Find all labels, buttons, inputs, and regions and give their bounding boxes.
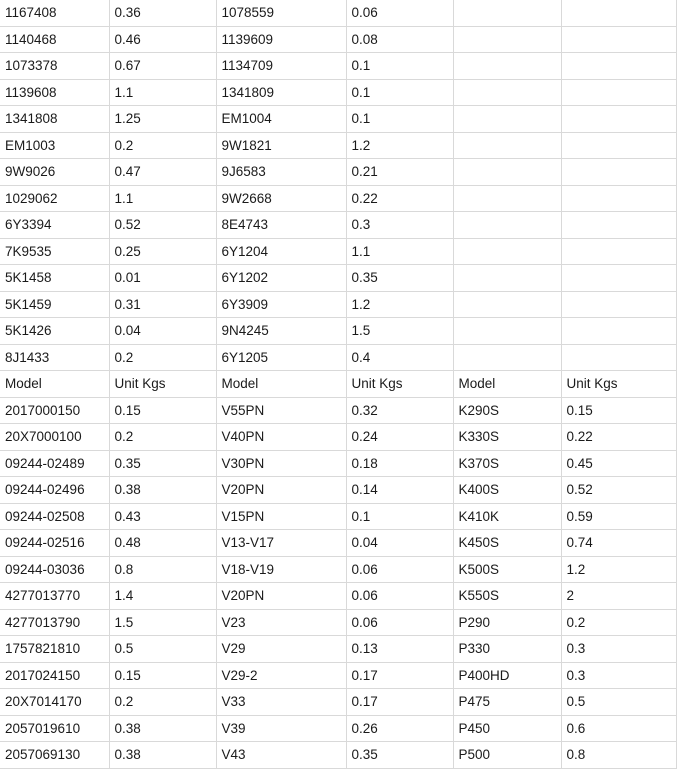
table-cell[interactable]: 0.35 xyxy=(346,265,453,292)
table-cell[interactable] xyxy=(561,291,676,318)
table-cell[interactable]: 1078559 xyxy=(216,0,346,26)
table-cell[interactable]: 2017000150 xyxy=(0,397,109,424)
table-cell[interactable]: P475 xyxy=(453,689,561,716)
table-row xyxy=(0,106,676,133)
table-cell[interactable]: 0.06 xyxy=(346,556,453,583)
table-cell[interactable]: 0.35 xyxy=(346,742,453,769)
table-cell[interactable]: 1341808 xyxy=(0,106,109,133)
table-cell[interactable]: 0.06 xyxy=(346,0,453,26)
table-cell[interactable]: 0.48 xyxy=(109,530,216,557)
table-cell[interactable]: 7K9535 xyxy=(0,238,109,265)
table-cell[interactable]: 09244-02516 xyxy=(0,530,109,557)
table-cell[interactable]: 0.18 xyxy=(346,450,453,477)
table-cell[interactable]: 0.1 xyxy=(346,53,453,80)
table-cell[interactable]: 0.21 xyxy=(346,159,453,186)
table-cell[interactable] xyxy=(453,106,561,133)
table-cell[interactable]: 0.38 xyxy=(109,715,216,742)
table-cell[interactable] xyxy=(561,0,676,26)
table-row xyxy=(0,556,676,583)
table-row xyxy=(0,212,676,239)
table-cell[interactable]: 6Y1202 xyxy=(216,265,346,292)
table-row xyxy=(0,53,676,80)
table-cell[interactable] xyxy=(561,132,676,159)
table-cell[interactable] xyxy=(561,26,676,53)
table-cell[interactable]: 2017024150 xyxy=(0,662,109,689)
table-row xyxy=(0,424,676,451)
table-cell[interactable] xyxy=(453,53,561,80)
table-cell[interactable]: 1073378 xyxy=(0,53,109,80)
table-cell[interactable] xyxy=(561,212,676,239)
table-cell[interactable]: K500S xyxy=(453,556,561,583)
table-cell[interactable]: 1.1 xyxy=(346,238,453,265)
table-cell[interactable]: 0.26 xyxy=(346,715,453,742)
table-cell[interactable]: EM1004 xyxy=(216,106,346,133)
table-cell[interactable]: 0.3 xyxy=(561,662,676,689)
table-row xyxy=(0,26,676,53)
table-cell[interactable]: K410K xyxy=(453,503,561,530)
table-cell[interactable]: 6Y1204 xyxy=(216,238,346,265)
table-row xyxy=(0,450,676,477)
table-cell[interactable]: 0.6 xyxy=(561,715,676,742)
table-cell[interactable]: 0.15 xyxy=(109,397,216,424)
table-cell[interactable] xyxy=(561,238,676,265)
table-cell[interactable]: V18-V19 xyxy=(216,556,346,583)
table-cell[interactable]: 0.22 xyxy=(346,185,453,212)
table-cell[interactable]: 0.24 xyxy=(346,424,453,451)
table-cell[interactable]: 0.31 xyxy=(109,291,216,318)
table-row xyxy=(0,238,676,265)
table-row xyxy=(0,185,676,212)
table-cell[interactable]: 0.52 xyxy=(109,212,216,239)
table-cell[interactable]: P450 xyxy=(453,715,561,742)
table-cell[interactable]: 9N4245 xyxy=(216,318,346,345)
table-cell[interactable] xyxy=(453,291,561,318)
table-cell[interactable]: 0.15 xyxy=(561,397,676,424)
table-cell[interactable]: K550S xyxy=(453,583,561,610)
table-cell[interactable]: 1341809 xyxy=(216,79,346,106)
table-cell[interactable]: V23 xyxy=(216,609,346,636)
table-cell[interactable] xyxy=(561,79,676,106)
table-cell[interactable]: 0.43 xyxy=(109,503,216,530)
table-cell[interactable]: 0.1 xyxy=(346,503,453,530)
table-cell[interactable]: 09244-03036 xyxy=(0,556,109,583)
table-row xyxy=(0,609,676,636)
table-cell[interactable] xyxy=(453,0,561,26)
table-cell[interactable]: 2 xyxy=(561,583,676,610)
table-cell[interactable]: V29 xyxy=(216,636,346,663)
table-cell[interactable]: 0.74 xyxy=(561,530,676,557)
table-row xyxy=(0,132,676,159)
table-row xyxy=(0,79,676,106)
table-cell[interactable]: V33 xyxy=(216,689,346,716)
table-cell[interactable]: P500 xyxy=(453,742,561,769)
table-cell[interactable]: 0.06 xyxy=(346,609,453,636)
table-cell[interactable]: 20X7000100 xyxy=(0,424,109,451)
table-cell[interactable]: 1.2 xyxy=(346,291,453,318)
table-cell[interactable]: 1139609 xyxy=(216,26,346,53)
table-cell[interactable]: 0.15 xyxy=(109,662,216,689)
table-cell[interactable]: Unit Kgs xyxy=(346,371,453,398)
table-row xyxy=(0,583,676,610)
table-cell[interactable]: 0.3 xyxy=(346,212,453,239)
table-cell[interactable]: 0.1 xyxy=(346,79,453,106)
table-cell[interactable]: 1134709 xyxy=(216,53,346,80)
table-cell[interactable]: P290 xyxy=(453,609,561,636)
table-cell[interactable]: 0.59 xyxy=(561,503,676,530)
table-cell[interactable]: 0.14 xyxy=(346,477,453,504)
table-cell[interactable]: V43 xyxy=(216,742,346,769)
table-cell[interactable] xyxy=(453,344,561,371)
table-cell[interactable]: 0.36 xyxy=(109,0,216,26)
table-cell[interactable]: K370S xyxy=(453,450,561,477)
table-cell[interactable]: 0.8 xyxy=(109,556,216,583)
table-row xyxy=(0,371,676,398)
table-cell[interactable] xyxy=(453,132,561,159)
table-cell[interactable]: 1.2 xyxy=(561,556,676,583)
table-cell[interactable]: V55PN xyxy=(216,397,346,424)
table-cell[interactable]: 5K1458 xyxy=(0,265,109,292)
table-row xyxy=(0,742,676,769)
table-cell[interactable]: 0.5 xyxy=(561,689,676,716)
table-row xyxy=(0,397,676,424)
table-cell[interactable]: 6Y3394 xyxy=(0,212,109,239)
table-cell[interactable]: 0.1 xyxy=(346,106,453,133)
table-cell[interactable] xyxy=(561,344,676,371)
table-cell[interactable]: 09244-02489 xyxy=(0,450,109,477)
table-cell[interactable]: 0.2 xyxy=(109,689,216,716)
table-cell[interactable]: V13-V17 xyxy=(216,530,346,557)
table-cell[interactable]: 0.2 xyxy=(109,132,216,159)
table-row xyxy=(0,291,676,318)
table-row xyxy=(0,0,676,26)
table-row xyxy=(0,344,676,371)
table-cell[interactable]: 0.47 xyxy=(109,159,216,186)
table-row xyxy=(0,265,676,292)
table-cell[interactable]: 1139608 xyxy=(0,79,109,106)
table-cell[interactable]: 2057019610 xyxy=(0,715,109,742)
table-cell[interactable]: 1757821810 xyxy=(0,636,109,663)
table-cell[interactable]: 6Y1205 xyxy=(216,344,346,371)
table-cell[interactable] xyxy=(453,26,561,53)
table-cell[interactable]: 1.1 xyxy=(109,185,216,212)
table-row xyxy=(0,477,676,504)
table-cell[interactable]: 9W1821 xyxy=(216,132,346,159)
table-cell[interactable]: 4277013770 xyxy=(0,583,109,610)
table-cell[interactable]: 0.04 xyxy=(346,530,453,557)
table-cell[interactable]: 0.13 xyxy=(346,636,453,663)
table-cell[interactable]: 1.5 xyxy=(109,609,216,636)
table-cell[interactable]: Model xyxy=(0,371,109,398)
table-cell[interactable]: 09244-02508 xyxy=(0,503,109,530)
table-cell[interactable]: V30PN xyxy=(216,450,346,477)
table-cell[interactable]: 1167408 xyxy=(0,0,109,26)
table-cell[interactable]: 6Y3909 xyxy=(216,291,346,318)
table-row xyxy=(0,318,676,345)
table-cell[interactable]: 0.5 xyxy=(109,636,216,663)
table-cell[interactable]: 9W9026 xyxy=(0,159,109,186)
table-cell[interactable]: 0.25 xyxy=(109,238,216,265)
table-cell[interactable]: K450S xyxy=(453,530,561,557)
table-row xyxy=(0,689,676,716)
table-cell[interactable]: 0.2 xyxy=(109,424,216,451)
table-cell[interactable]: 5K1459 xyxy=(0,291,109,318)
table-cell[interactable]: Model xyxy=(216,371,346,398)
table-cell[interactable]: 1.2 xyxy=(346,132,453,159)
table-cell[interactable]: 1.1 xyxy=(109,79,216,106)
table-cell[interactable]: K290S xyxy=(453,397,561,424)
table-cell[interactable]: Model xyxy=(453,371,561,398)
table-cell[interactable]: P400HD xyxy=(453,662,561,689)
table-cell[interactable]: V20PN xyxy=(216,583,346,610)
table-cell[interactable]: 0.17 xyxy=(346,689,453,716)
table-row xyxy=(0,662,676,689)
table-cell[interactable]: 0.17 xyxy=(346,662,453,689)
table-cell[interactable] xyxy=(561,159,676,186)
table-cell[interactable]: V39 xyxy=(216,715,346,742)
table-cell[interactable]: 9J6583 xyxy=(216,159,346,186)
table-cell[interactable]: 0.2 xyxy=(561,609,676,636)
table-cell[interactable]: 0.45 xyxy=(561,450,676,477)
table-row xyxy=(0,715,676,742)
table-cell[interactable]: 1.25 xyxy=(109,106,216,133)
table-cell[interactable]: 1.4 xyxy=(109,583,216,610)
table-cell[interactable] xyxy=(453,79,561,106)
table-row xyxy=(0,530,676,557)
table-cell[interactable]: 0.4 xyxy=(346,344,453,371)
table-cell[interactable] xyxy=(561,185,676,212)
table-row xyxy=(0,636,676,663)
table-cell[interactable]: 09244-02496 xyxy=(0,477,109,504)
table-cell[interactable] xyxy=(561,106,676,133)
table-row xyxy=(0,159,676,186)
table-cell[interactable]: 0.38 xyxy=(109,742,216,769)
table-row xyxy=(0,503,676,530)
table-cell[interactable] xyxy=(453,318,561,345)
table-cell[interactable] xyxy=(561,318,676,345)
table-cell[interactable]: V20PN xyxy=(216,477,346,504)
table-cell[interactable]: 1029062 xyxy=(0,185,109,212)
table-cell[interactable]: 1140468 xyxy=(0,26,109,53)
table-cell[interactable]: 0.52 xyxy=(561,477,676,504)
table-cell[interactable]: 0.06 xyxy=(346,583,453,610)
table-cell[interactable]: 0.38 xyxy=(109,477,216,504)
table-cell[interactable]: 0.08 xyxy=(346,26,453,53)
table-cell[interactable]: Unit Kgs xyxy=(109,371,216,398)
table-cell[interactable]: 0.35 xyxy=(109,450,216,477)
table-cell[interactable]: 0.46 xyxy=(109,26,216,53)
table-cell[interactable]: K400S xyxy=(453,477,561,504)
table-cell[interactable]: 0.3 xyxy=(561,636,676,663)
table-cell[interactable]: 5K1426 xyxy=(0,318,109,345)
table-cell[interactable]: 0.04 xyxy=(109,318,216,345)
table-cell[interactable]: 1.5 xyxy=(346,318,453,345)
table-cell[interactable]: 8E4743 xyxy=(216,212,346,239)
table-cell[interactable]: V40PN xyxy=(216,424,346,451)
table-cell[interactable] xyxy=(561,53,676,80)
table-cell[interactable] xyxy=(453,265,561,292)
table-cell[interactable]: EM1003 xyxy=(0,132,109,159)
table-cell[interactable]: 0.2 xyxy=(109,344,216,371)
table-cell[interactable]: 4277013790 xyxy=(0,609,109,636)
table-cell[interactable] xyxy=(453,238,561,265)
table-cell[interactable] xyxy=(453,159,561,186)
table-cell[interactable]: 0.32 xyxy=(346,397,453,424)
table-cell[interactable]: 0.22 xyxy=(561,424,676,451)
table-cell[interactable]: 0.8 xyxy=(561,742,676,769)
table-cell[interactable]: 9W2668 xyxy=(216,185,346,212)
table-cell[interactable]: 2057069130 xyxy=(0,742,109,769)
table-cell[interactable] xyxy=(561,265,676,292)
table-cell[interactable] xyxy=(453,185,561,212)
table-cell[interactable]: V15PN xyxy=(216,503,346,530)
table-cell[interactable]: P330 xyxy=(453,636,561,663)
table-cell[interactable]: Unit Kgs xyxy=(561,371,676,398)
table-cell[interactable]: K330S xyxy=(453,424,561,451)
table-cell[interactable]: 8J1433 xyxy=(0,344,109,371)
table-cell[interactable]: V29-2 xyxy=(216,662,346,689)
table-cell[interactable] xyxy=(453,212,561,239)
table-cell[interactable]: 20X7014170 xyxy=(0,689,109,716)
table-cell[interactable]: 0.67 xyxy=(109,53,216,80)
table-cell[interactable]: 0.01 xyxy=(109,265,216,292)
